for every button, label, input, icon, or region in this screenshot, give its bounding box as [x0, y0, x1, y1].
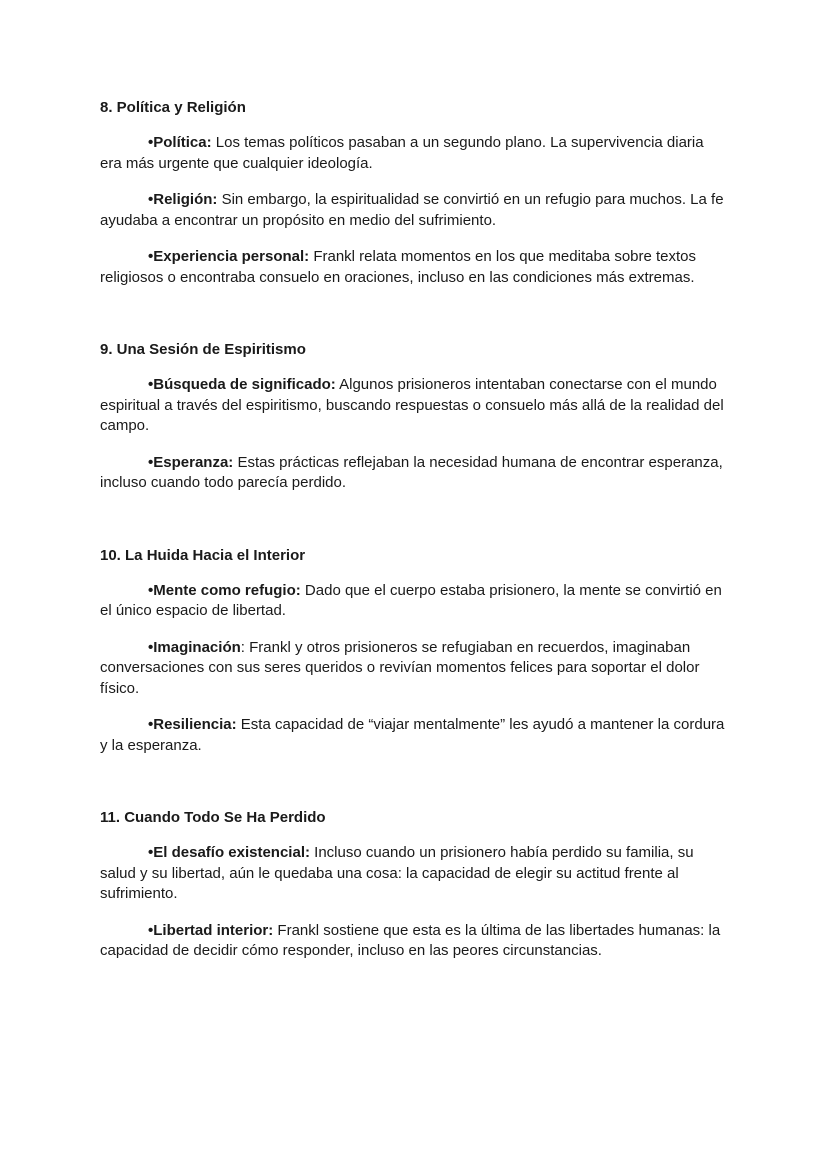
- bullet-text: Frankl sostiene que esta es la última de las libertades humanas: la capacidad de decidir cómo responder, incluso en las peores circunstancias.: [100, 921, 721, 959]
- section-title: 10. La Huida Hacia el Interior: [100, 546, 306, 564]
- bullet-text: Dado que el cuerpo estaba prisionero, la mente se convirtió en el único espacio de libertad.: [100, 581, 722, 619]
- section-sesion-espiritismo: [100, 340, 728, 494]
- bullet-item: [100, 638, 728, 700]
- bullet-item: [100, 581, 728, 622]
- bullet-label: •Imaginación: [148, 638, 241, 656]
- bullet-text: Los temas políticos pasaban a un segundo plano. La supervivencia diaria era más urgente que cualquier ideología.: [100, 134, 704, 172]
- bullet-text: Incluso cuando un prisionero había perdido su familia, su salud y su libertad, aún le quedaba una cosa: la capacidad de elegir su actitud frente al sufrimiento.: [100, 844, 694, 902]
- bullet-text: Sin embargo, la espiritualidad se convirtió en un refugio para muchos. La fe ayudaba a encontrar un propósito en medio del sufrimiento.: [100, 191, 724, 229]
- bullet-label: •Esperanza:: [148, 453, 234, 471]
- bullet-text: Algunos prisioneros intentaban conectarse con el mundo espiritual a través del espiritismo, buscando respuestas o consuelo más allá de la realidad del campo.: [100, 376, 724, 434]
- bullet-item: [100, 133, 728, 174]
- bullet-text: Frankl relata momentos en los que meditaba sobre textos religiosos o encontraba consuelo en oraciones, incluso en las condiciones más extremas.: [100, 248, 697, 286]
- bullet-text: Esta capacidad de “viajar mentalmente” les ayudó a mantener la cordura y la esperanza.: [100, 716, 725, 754]
- document-page: [100, 98, 728, 962]
- bullet-item: [100, 375, 728, 437]
- bullet-item: [100, 843, 728, 905]
- bullet-label: •Búsqueda de significado:: [148, 376, 336, 393]
- bullet-item: [100, 921, 728, 962]
- bullet-item: [100, 190, 728, 231]
- section-todo-perdido: [100, 808, 728, 962]
- section-title: 9. Una Sesión de Espiritismo: [100, 341, 306, 358]
- section-title: 11. Cuando Todo Se Ha Perdido: [100, 809, 326, 826]
- bullet-text: : Frankl y otros prisioneros se refugiaban en recuerdos, imaginaban conversaciones con sus seres queridos o revivían momentos felices para soportar el dolor físico.: [100, 638, 700, 697]
- bullet-item: [100, 715, 728, 756]
- bullet-label: •Mente como refugio:: [148, 581, 301, 599]
- bullet-label: •Libertad interior:: [148, 921, 274, 939]
- bullet-label: •Política:: [148, 134, 212, 151]
- bullet-label: •El desafío existencial:: [148, 844, 310, 861]
- bullet-label: •Experiencia personal:: [148, 248, 310, 265]
- bullet-label: •Religión:: [148, 191, 218, 208]
- bullet-item: [100, 247, 728, 288]
- section-huida-interior: [100, 546, 728, 757]
- section-title: 8. Política y Religión: [100, 99, 246, 116]
- bullet-item: [100, 453, 728, 494]
- bullet-label: •Resiliencia:: [148, 716, 237, 733]
- section-politica-religion: [100, 98, 728, 288]
- bullet-text: Estas prácticas reflejaban la necesidad humana de encontrar esperanza, incluso cuando todo parecía perdido.: [100, 453, 723, 491]
